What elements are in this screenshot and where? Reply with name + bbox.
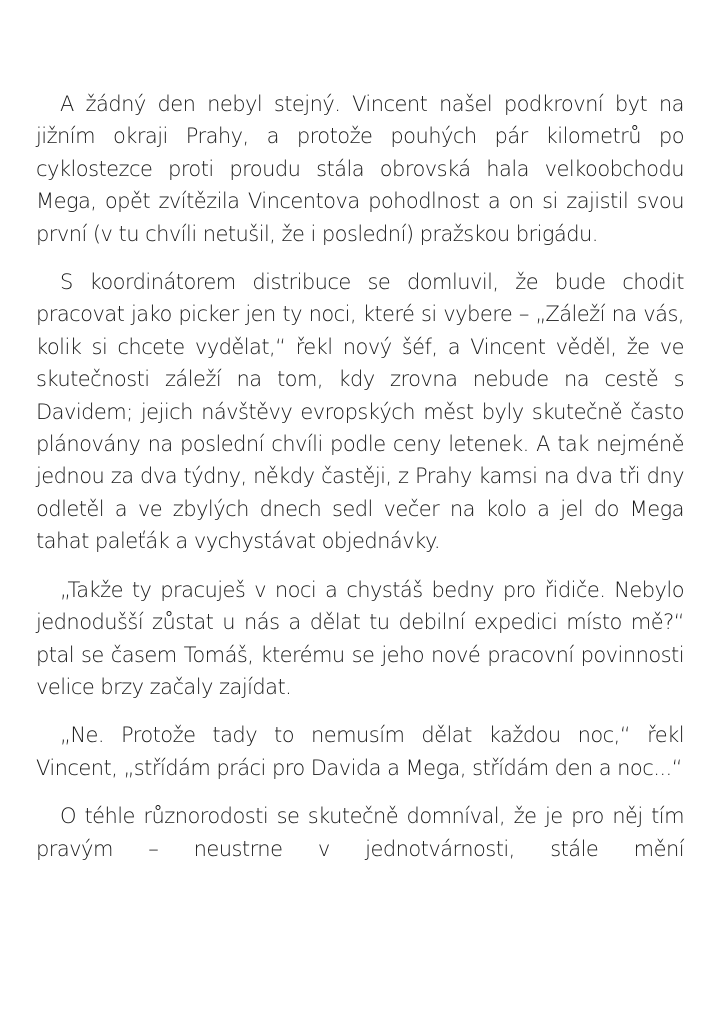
document-page bbox=[36, 88, 684, 881]
paragraph-5: O téhle různorodosti se skutečně domníval, že je pro něj tím pravým – neustrne v jednotvárnosti, stále mění bbox=[36, 804, 684, 861]
paragraph-1: A žádný den nebyl stejný. Vincent našel podkrovní byt na jižním okraji Prahy, a protože pouhých pár kilometrů po cyklostezce proti proudu stála obrovská hala velkoobchodu Mega, opět zvítězila Vincentova pohodlnost a on si zajistil svou první (v tu chvíli netušil, že i poslední) pražskou brigádu. bbox=[36, 92, 684, 246]
paragraph-4: „Ne. Protože tady to nemusím dělat každou noc,“ řekl Vincent, „střídám práci pro Davida a Mega, střídám den a noc...“ bbox=[36, 723, 684, 780]
paragraph-2: S koordinátorem distribuce se domluvil, že bude chodit pracovat jako picker jen ty noci, které si vybere – „Záleží na vás, kolik si chcete vydělat,“ řekl nový šéf, a Vincent věděl, že ve skutečnosti záleží na tom, kdy zrovna nebude na cestě s Davidem; jejich návštěvy evropských měst byly skutečně často plánovány na poslední chvíli podle ceny letenek. A tak nejméně jednou za dva týdny, někdy častěji, z Prahy kamsi na dva tři dny odletěl a ve zbylých dnech sedl večer na kolo a jel do Mega tahat paleťák a vychystávat objednávky. bbox=[36, 270, 684, 554]
paragraph-3: „Takže ty pracuješ v noci a chystáš bedny pro řidiče. Nebylo jednodušší zůstat u nás a dělat tu debilní expedici místo mě?“ ptal se časem Tomáš, kterému se jeho nové pracovní povinnosti velice brzy začaly zajídat. bbox=[36, 577, 684, 699]
